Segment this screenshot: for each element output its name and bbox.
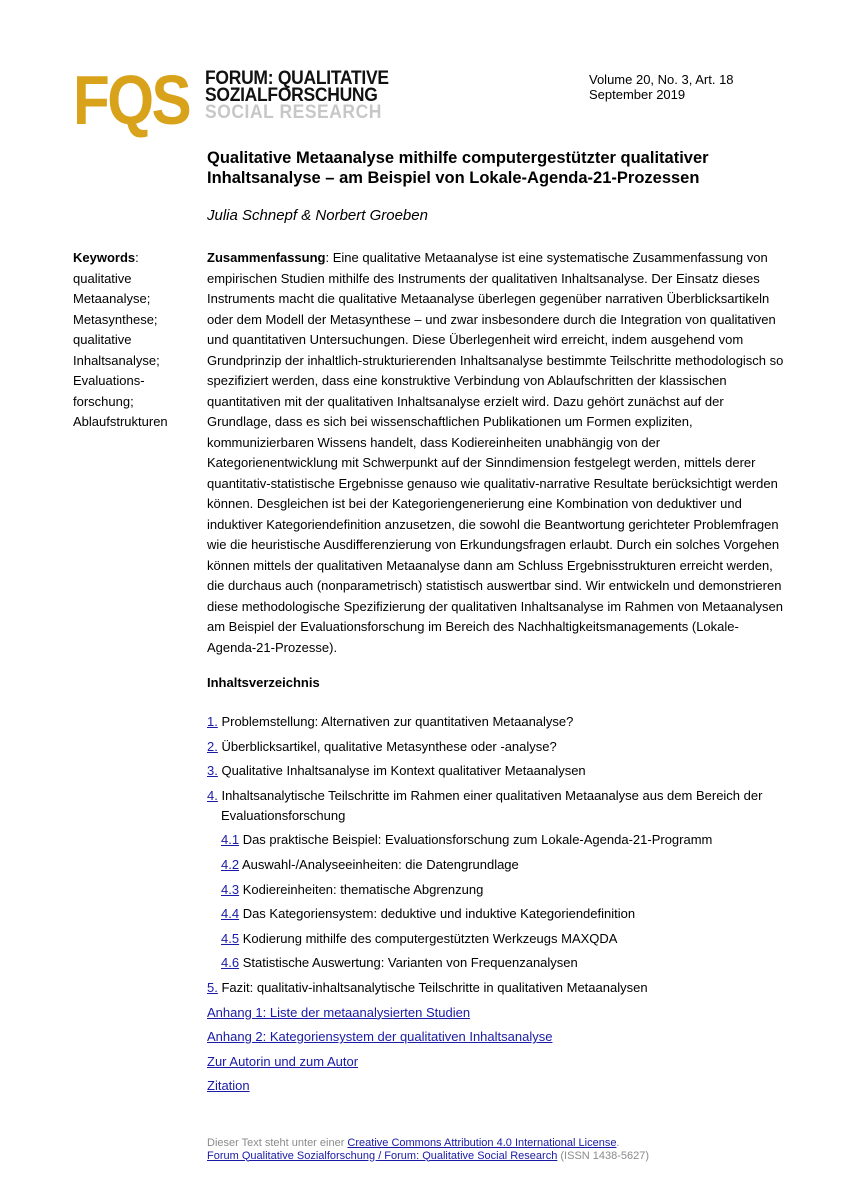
about-authors-link[interactable]: Zur Autorin und zum Autor <box>207 1053 359 1069</box>
toc-link-5[interactable]: 5. <box>207 979 218 995</box>
toc-appendix-2 <box>207 1027 787 1047</box>
keyword-line: qualitative <box>73 332 132 347</box>
toc-item: 4.3 Kodiereinheiten: thematische Abgrenzung <box>221 881 484 897</box>
journal-line <box>207 1150 649 1163</box>
logo-wordmark <box>205 70 389 121</box>
keyword-line: Ablaufstrukturen <box>73 414 168 429</box>
abstract <box>207 248 787 658</box>
abstract-label: Zusammenfassung <box>207 250 326 265</box>
table-of-contents <box>207 712 787 1101</box>
logo-line-3: SOCIAL RESEARCH <box>205 102 382 123</box>
logo-line-1: FORUM: QUALITATIVE <box>205 68 389 89</box>
page-footer <box>207 1137 649 1162</box>
keyword-line: Inhaltsanalyse; <box>73 352 160 368</box>
appendix-2-link[interactable]: Anhang 2: Kategoriensystem der qualitativen Inhaltsanalyse <box>207 1029 553 1045</box>
article-authors: Julia Schnepf & Norbert Groeben <box>207 207 428 224</box>
toc-item: 4.2 Auswahl-/Analyseeinheiten: die Datengrundlage <box>221 856 519 872</box>
toc-heading: Inhaltsverzeichnis <box>207 675 320 690</box>
toc-appendix-1 <box>207 1003 787 1023</box>
keywords-label: Keywords <box>73 250 136 265</box>
keyword-line: forschung; <box>73 393 134 409</box>
issue-volume: Volume 20, No. 3, Art. 18 <box>589 72 734 87</box>
logo-abbrev: FQS <box>73 61 190 139</box>
toc-item: 4.5 Kodierung mithilfe des computergestützten Werkzeugs MAXQDA <box>221 930 618 946</box>
license-link[interactable]: Creative Commons Attribution 4.0 International License <box>347 1137 617 1149</box>
article-title <box>207 148 767 188</box>
toc-item: 3. Qualitative Inhaltsanalyse im Kontext qualitativer Metaanalysen <box>207 763 586 779</box>
toc-link-3[interactable]: 3. <box>207 763 218 779</box>
toc-item: 4.6 Statistische Auswertung: Varianten von Frequenzanalysen <box>221 955 578 971</box>
toc-link-4-3[interactable]: 4.3 <box>221 881 240 897</box>
title-line-2: Inhaltsanalyse – am Beispiel von Lokale-Agenda-21-Prozessen <box>207 169 700 187</box>
issue-info <box>589 72 734 102</box>
toc-link-4[interactable]: 4. <box>207 787 218 803</box>
toc-item: 2. Überblicksartikel, qualitative Metasynthese oder -analyse? <box>207 738 557 754</box>
issn: (ISSN 1438-5627) <box>557 1149 650 1162</box>
toc-item: 1. Problemstellung: Alternativen zur quantitativen Metaanalyse? <box>207 714 574 729</box>
title-line-1: Qualitative Metaanalyse mithilfe computergestützter qualitativer <box>207 149 709 167</box>
abstract-text: : Eine qualitative Metaanalyse ist eine systematische Zusammenfassung von empirischen Studien mithilfe des Instruments der qualitativen Inhaltsanalyse. Der Einsatz dieses Instruments macht die qualitative Metaanalyse überlegen gegenüber narrativen Überblicksartikeln oder dem Modell der Metasynthese – und zwar insbesondere durch die Integration von qualitativen und quantitativen Untersuchungen. Diese Überlegenheit wird erreicht, indem ausgehend vom Grundprinzip der inhaltlich-strukturierenden Inhaltsanalyse bestimmte Teilschritte methodologisch so spezifiziert werden, dass eine konstruktive Verbindung von Ablaufschritten der klassischen quantitativen mit der qualitativen Inhaltsanalyse erzielt wird. Dazu gehört zunächst auf der Grundlage, dass es sich bei wissenschaftlichen Publikationen um Formen expliziten, kommunizierbaren Wissens handelt, dass Kodiereinheiten unabhängig von der Kategorienentwicklung mit Schwerpunkt auf der Sinndimension festgelegt werden, mittels derer quantitativ-statistische Ergebnisse genauso wie qualitativ-narrative Resultate berücksichtigt werden können. Desgleichen ist bei der Kategoriengenerierung eine Kombination von deduktiver und induktiver Kategoriendefinition anzusetzen, die sowohl die Beantwortung gerichteter Problemfragen wie die heuristische Ausdifferenzierung von Erkundungsfragen erlaubt. Durch ein solches Vorgehen können mittels der qualitativen Metaanalyse dann am Schluss Ergebnisstrukturen erreicht werden, die durchaus auch (nonparametrisch) statistisch auswertbar sind. Wir entwickeln und demonstrieren diese methodologische Spezifizierung der qualitativen Inhaltsanalyse im Rahmen von Metaanalysen am Beispiel der Evaluationsforschung im Bereich des Nachhaltigkeitsmanagements (Lokale-Agenda-21-Prozesse). <box>207 250 784 655</box>
toc-link-2[interactable]: 2. <box>207 738 218 754</box>
toc-item: 4. Inhaltsanalytische Teilschritte im Rahmen einer qualitativen Metaanalyse aus dem Bereich der Evaluationsforschung <box>207 787 763 823</box>
toc-citation <box>207 1076 787 1096</box>
issue-date: September 2019 <box>589 87 686 102</box>
toc-item: 4.1 Das praktische Beispiel: Evaluationsforschung zum Lokale-Agenda-21-Programm <box>221 832 713 848</box>
toc-item: 5. Fazit: qualitativ-inhaltsanalytische Teilschritte in qualitativen Metaanalysen <box>207 979 648 995</box>
license-line: Dieser Text steht unter einer Creative Commons Attribution 4.0 International License. <box>207 1137 620 1149</box>
journal-link[interactable]: Forum Qualitative Sozialforschung / Forum: Qualitative Social Research <box>207 1149 558 1162</box>
keywords-heading: Keywords: <box>73 250 139 265</box>
fqs-logo <box>73 61 389 139</box>
keyword-line: Metaanalyse; <box>73 291 151 306</box>
appendix-1-link[interactable]: Anhang 1: Liste der metaanalysierten Studien <box>207 1004 471 1020</box>
keywords-sidebar <box>73 248 168 433</box>
keyword-line: Evaluations- <box>73 373 145 388</box>
logo-line-2: SOZIALFORSCHUNG <box>205 85 378 106</box>
toc-item: 4.4 Das Kategoriensystem: deduktive und induktive Kategoriendefinition <box>221 906 636 922</box>
keyword-line: qualitative <box>73 270 132 286</box>
toc-link-4-1[interactable]: 4.1 <box>221 832 240 848</box>
toc-link-4-4[interactable]: 4.4 <box>221 906 240 922</box>
toc-link-4-5[interactable]: 4.5 <box>221 930 240 946</box>
keyword-line: Metasynthese; <box>73 311 158 327</box>
toc-link-4-2[interactable]: 4.2 <box>221 856 240 872</box>
citation-link[interactable]: Zitation <box>207 1078 250 1094</box>
toc-link-4-6[interactable]: 4.6 <box>221 955 240 971</box>
toc-link-1[interactable]: 1. <box>207 714 218 729</box>
toc-authors <box>207 1052 787 1072</box>
